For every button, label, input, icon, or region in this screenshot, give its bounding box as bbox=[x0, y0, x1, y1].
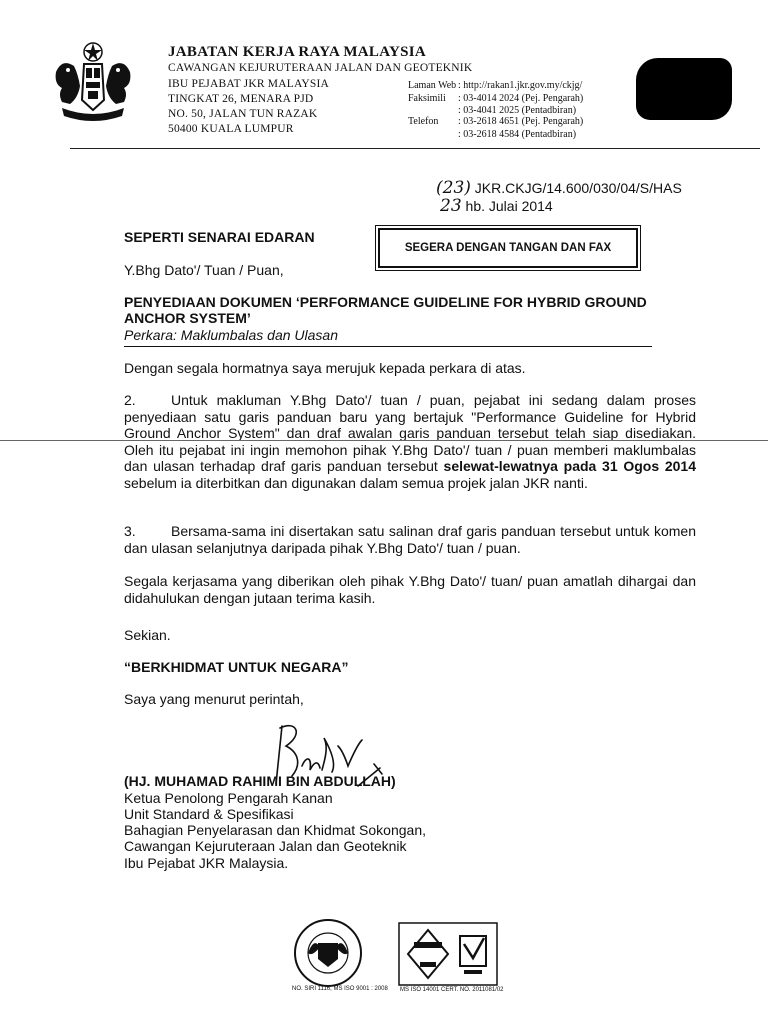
organization-name: JABATAN KERJA RAYA MALAYSIA bbox=[168, 44, 427, 60]
quality-system-seal-logo bbox=[290, 917, 366, 989]
redaction-mark bbox=[636, 58, 732, 120]
paragraph-1: Dengan segala hormatnya saya merujuk kepada perkara di atas. bbox=[124, 360, 526, 376]
letterhead-divider bbox=[70, 148, 760, 149]
paragraph-number: 3. bbox=[124, 523, 136, 539]
subject-perkara: Perkara: Maklumbalas dan Ulasan bbox=[124, 327, 338, 343]
deadline-text: selewat-lewatnya pada 31 Ogos 2014 bbox=[443, 458, 696, 474]
address-line: IBU PEJABAT JKR MALAYSIA bbox=[168, 78, 330, 90]
paragraph-4 bbox=[124, 573, 696, 606]
handwritten-day: 23 bbox=[440, 196, 462, 216]
letter-date bbox=[440, 196, 553, 216]
address-line: NO. 50, JALAN TUN RAZAK bbox=[168, 108, 318, 120]
signatory-title: Ibu Pejabat JKR Malaysia. bbox=[124, 855, 289, 871]
urgent-box bbox=[378, 228, 638, 268]
paragraph-2 bbox=[124, 392, 696, 491]
branch-name: CAWANGAN KEJURUTERAAN JALAN DAN GEOTEKNIK bbox=[168, 62, 473, 74]
motto: “BERKHIDMAT UNTUK NEGARA” bbox=[124, 659, 349, 675]
contact-value: : 03-2618 4584 (Pentadbiran) bbox=[458, 129, 577, 140]
address-line: TINGKAT 26, MENARA PJD bbox=[168, 93, 314, 105]
urgent-label: SEGERA DENGAN TANGAN DAN FAX bbox=[404, 242, 612, 254]
scan-fold-line bbox=[0, 440, 768, 441]
salutation: Y.Bhg Dato'/ Tuan / Puan, bbox=[124, 262, 284, 278]
paragraph-text: Untuk makluman Y.Bhg Dato'/ tuan / puan, pejabat ini sedang dalam proses penyediaan satu garis panduan baru yang bertajuk "Performance Guideline for Hybrid Ground Anchor System" dan draf awalan garis panduan tersebut telah siap disediakan. Oleh itu pejabat ini ingin memohon pihak Y.Bhg Dato'/ tuan / puan memberi maklumbalas dan ulasan terhadap draf garis panduan tersebut bbox=[124, 392, 696, 474]
signatory-name: (HJ. MUHAMAD RAHIMI BIN ABDULLAH) bbox=[124, 773, 396, 789]
recipient: SEPERTI SENARAI EDARAN bbox=[124, 229, 315, 245]
contact-label: Faksimili bbox=[408, 93, 446, 104]
paragraph-text: Segala kerjasama yang diberikan oleh pihak Y.Bhg Dato'/ tuan/ puan amatlah dihargai dan didahulukan dengan jutaan terima kasih. bbox=[124, 573, 696, 606]
contact-value: : 03-2618 4651 (Pej. Pengarah) bbox=[458, 116, 584, 127]
signatory-title: Unit Standard & Spesifikasi bbox=[124, 806, 294, 822]
contact-label: Laman Web bbox=[408, 80, 457, 91]
subject-underline bbox=[124, 346, 652, 347]
paragraph-number: 2. bbox=[124, 392, 136, 408]
handwritten-number: (23) bbox=[436, 178, 471, 198]
environmental-system-ukas-logo bbox=[398, 922, 498, 986]
paragraph-3 bbox=[124, 523, 696, 556]
closing-line: Saya yang menurut perintah, bbox=[124, 691, 304, 707]
contact-value: : 03-4014 2024 (Pej. Pengarah) bbox=[458, 93, 584, 104]
contact-value: : http://rakan1.jkr.gov.my/ckjg/ bbox=[458, 80, 583, 91]
address-line: 50400 KUALA LUMPUR bbox=[168, 123, 294, 135]
paragraph-text: Bersama-sama ini disertakan satu salinan draf garis panduan tersebut untuk komen dan ulasan selanjutnya daripada pihak Y.Bhg Dato'/ tuan / puan. bbox=[124, 523, 696, 556]
reference-number bbox=[436, 178, 682, 198]
signatory-title: Ketua Penolong Pengarah Kanan bbox=[124, 790, 333, 806]
reference-code: JKR.CKJG/14.600/030/04/S/HAS bbox=[474, 180, 682, 196]
closing-sekian: Sekian. bbox=[124, 627, 171, 643]
paragraph-text: sebelum ia diterbitkan dan digunakan dalam semua projek jalan JKR nanti. bbox=[124, 474, 588, 491]
contact-label: Telefon bbox=[408, 116, 439, 127]
date-text: hb. Julai 2014 bbox=[465, 198, 553, 214]
environmental-cert-text: MS ISO 14001 CERT. NO. 2011081/02 bbox=[400, 987, 504, 993]
signatory-title: Bahagian Penyelarasan dan Khidmat Sokongan, bbox=[124, 822, 426, 838]
subject-line: PENYEDIAAN DOKUMEN ‘PERFORMANCE GUIDELINE FOR HYBRID GROUND bbox=[124, 294, 647, 310]
jata-negara-crest-logo bbox=[48, 38, 138, 126]
contact-value: : 03-4041 2025 (Pentadbiran) bbox=[458, 105, 577, 116]
signatory-title: Cawangan Kejuruteraan Jalan dan Geoteknik bbox=[124, 838, 407, 854]
subject-line: ANCHOR SYSTEM’ bbox=[124, 310, 251, 326]
quality-cert-text: NO. SIRI 1116, MS ISO 9001 : 2008 bbox=[292, 986, 388, 992]
